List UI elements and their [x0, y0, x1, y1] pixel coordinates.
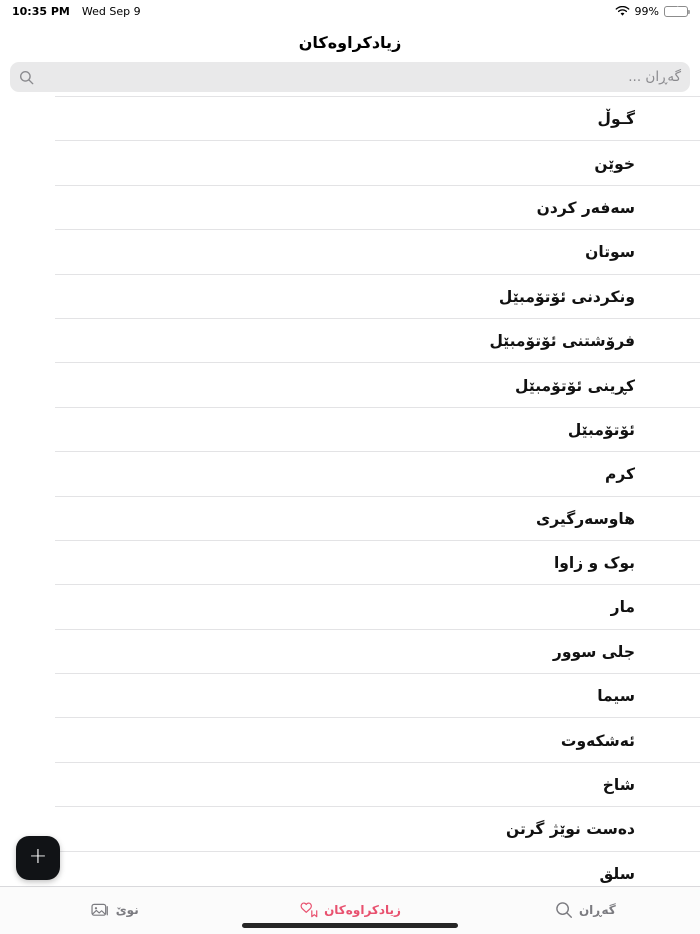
- list-item[interactable]: [0, 630, 700, 674]
- list-item-label: ونکردنی ئۆتۆمبێل: [498, 287, 635, 306]
- battery-percent-label: 99%: [634, 4, 659, 18]
- bookmark-heart-icon: [299, 901, 318, 918]
- list-item[interactable]: [0, 186, 700, 230]
- list-item-label: سلق: [599, 864, 635, 883]
- saved-items-list[interactable]: [0, 96, 700, 886]
- search-input[interactable]: [10, 62, 690, 92]
- list-item-label: فرۆشتنی ئۆتۆمبێل: [489, 332, 635, 351]
- list-item-label: بوک و زاوا: [553, 554, 635, 573]
- list-item[interactable]: [0, 363, 700, 407]
- home-indicator: [242, 923, 458, 928]
- list-item-label: ئەشکەوت: [560, 731, 635, 750]
- search-icon: [19, 70, 34, 85]
- list-item-label: دەست نوێژ گرتن: [506, 820, 635, 839]
- list-item-label: جلی سوور: [552, 642, 635, 661]
- status-bar-right: [615, 5, 688, 18]
- list-item-label: کڕینی ئۆتۆمبێل: [515, 376, 635, 395]
- search-bar-container: [0, 62, 700, 96]
- tab-search-label: گەڕان: [578, 902, 616, 917]
- status-date: Wed Sep 9: [81, 4, 141, 18]
- list-item[interactable]: [0, 807, 700, 851]
- tab-search[interactable]: [540, 901, 630, 919]
- status-bar-left: [12, 5, 141, 18]
- list-item[interactable]: [0, 585, 700, 629]
- list-item-label: کرم: [604, 465, 635, 484]
- list-item[interactable]: [0, 97, 700, 141]
- list-item-label: هاوسەرگیری: [536, 509, 635, 528]
- image-icon: [91, 902, 110, 918]
- list-item-label: ئۆتۆمبێل: [567, 420, 635, 439]
- list-item[interactable]: [0, 408, 700, 452]
- list-item-label: خوێن: [594, 154, 635, 173]
- list-item[interactable]: [0, 763, 700, 807]
- list-item[interactable]: [0, 141, 700, 185]
- tab-new-label: نوێ: [115, 902, 139, 917]
- wifi-icon: [615, 6, 630, 17]
- list-item[interactable]: [0, 718, 700, 762]
- list-item-label: سوتان: [585, 243, 635, 262]
- status-time: 10:35 PM: [12, 4, 70, 18]
- status-bar: [0, 0, 700, 22]
- list-item-label: سیما: [597, 687, 635, 706]
- list-item[interactable]: [0, 497, 700, 541]
- charging-bolt-icon: ⚡: [672, 5, 680, 16]
- add-button[interactable]: [16, 836, 60, 880]
- tab-saved-label: زیادکراوەکان: [324, 902, 401, 917]
- search-placeholder: گەڕان ...: [628, 69, 681, 85]
- list-item-label: سەفەر کردن: [536, 198, 635, 217]
- list-item[interactable]: [0, 852, 700, 886]
- list-item[interactable]: [0, 319, 700, 363]
- battery-icon: [664, 6, 688, 17]
- list-item-label: مار: [610, 598, 635, 617]
- list-item[interactable]: [0, 541, 700, 585]
- list-item[interactable]: [0, 674, 700, 718]
- plus-icon: +: [28, 844, 48, 869]
- list-item[interactable]: [0, 230, 700, 274]
- page-title: زیادکراوەکان: [298, 32, 402, 52]
- list-item[interactable]: [0, 275, 700, 319]
- tab-new[interactable]: [70, 902, 160, 918]
- list-item[interactable]: [0, 452, 700, 496]
- list-item-label: شاخ: [602, 776, 635, 795]
- tab-saved[interactable]: [299, 901, 401, 918]
- list-item-label: گـوڵ: [597, 110, 635, 129]
- search-icon: [555, 901, 573, 919]
